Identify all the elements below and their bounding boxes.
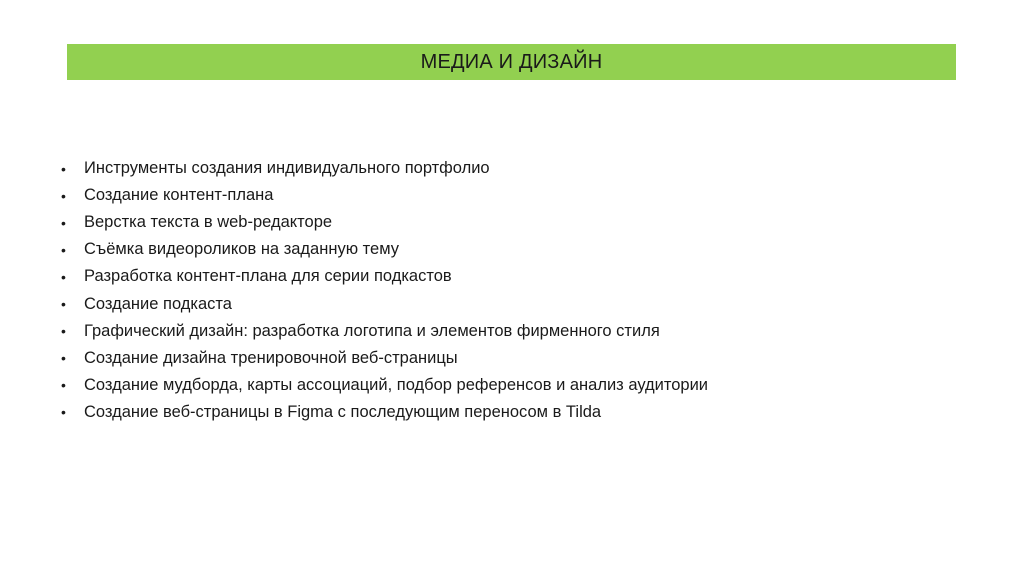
title-bar bbox=[67, 44, 956, 80]
bullet-icon: • bbox=[61, 241, 66, 258]
list-item bbox=[58, 372, 958, 399]
bullet-icon: • bbox=[61, 214, 66, 231]
bullet-content bbox=[58, 155, 958, 426]
bullet-icon: • bbox=[61, 323, 66, 340]
list-item-text: Создание дизайна тренировочной веб-страницы bbox=[84, 348, 458, 367]
bullet-icon: • bbox=[61, 187, 66, 204]
list-item-text: Создание подкаста bbox=[84, 294, 232, 313]
bullet-icon: • bbox=[61, 377, 66, 394]
page-title: МЕДИА И ДИЗАЙН bbox=[420, 50, 603, 73]
list-item bbox=[58, 345, 958, 372]
list-item-text: Создание мудборда, карты ассоциаций, подбор референсов и анализ аудитории bbox=[84, 375, 709, 394]
list-item bbox=[58, 182, 958, 209]
bullet-icon: • bbox=[61, 268, 66, 285]
list-item-text: Съёмка видеороликов на заданную тему bbox=[84, 240, 399, 259]
bullet-icon: • bbox=[61, 296, 66, 313]
list-item-text: Создание контент-плана bbox=[84, 186, 274, 205]
list-item-text: Графический дизайн: разработка логотипа и элементов фирменного стиля bbox=[84, 321, 660, 340]
list-item-text: Инструменты создания индивидуального портфолио bbox=[84, 159, 490, 178]
list-item bbox=[58, 399, 958, 426]
bullet-list bbox=[58, 155, 958, 426]
list-item-text: Разработка контент-плана для серии подкастов bbox=[84, 267, 452, 286]
list-item-text: Создание веб-страницы в Figma с последующим переносом в Tilda bbox=[84, 402, 602, 421]
list-item bbox=[58, 236, 958, 263]
list-item bbox=[58, 209, 958, 236]
list-item bbox=[58, 290, 958, 317]
list-item bbox=[58, 263, 958, 290]
bullet-icon: • bbox=[61, 160, 66, 177]
list-item bbox=[58, 318, 958, 345]
list-item bbox=[58, 155, 958, 182]
bullet-icon: • bbox=[61, 350, 66, 367]
bullet-icon: • bbox=[61, 404, 66, 421]
list-item-text: Верстка текста в web-редакторе bbox=[84, 213, 333, 232]
